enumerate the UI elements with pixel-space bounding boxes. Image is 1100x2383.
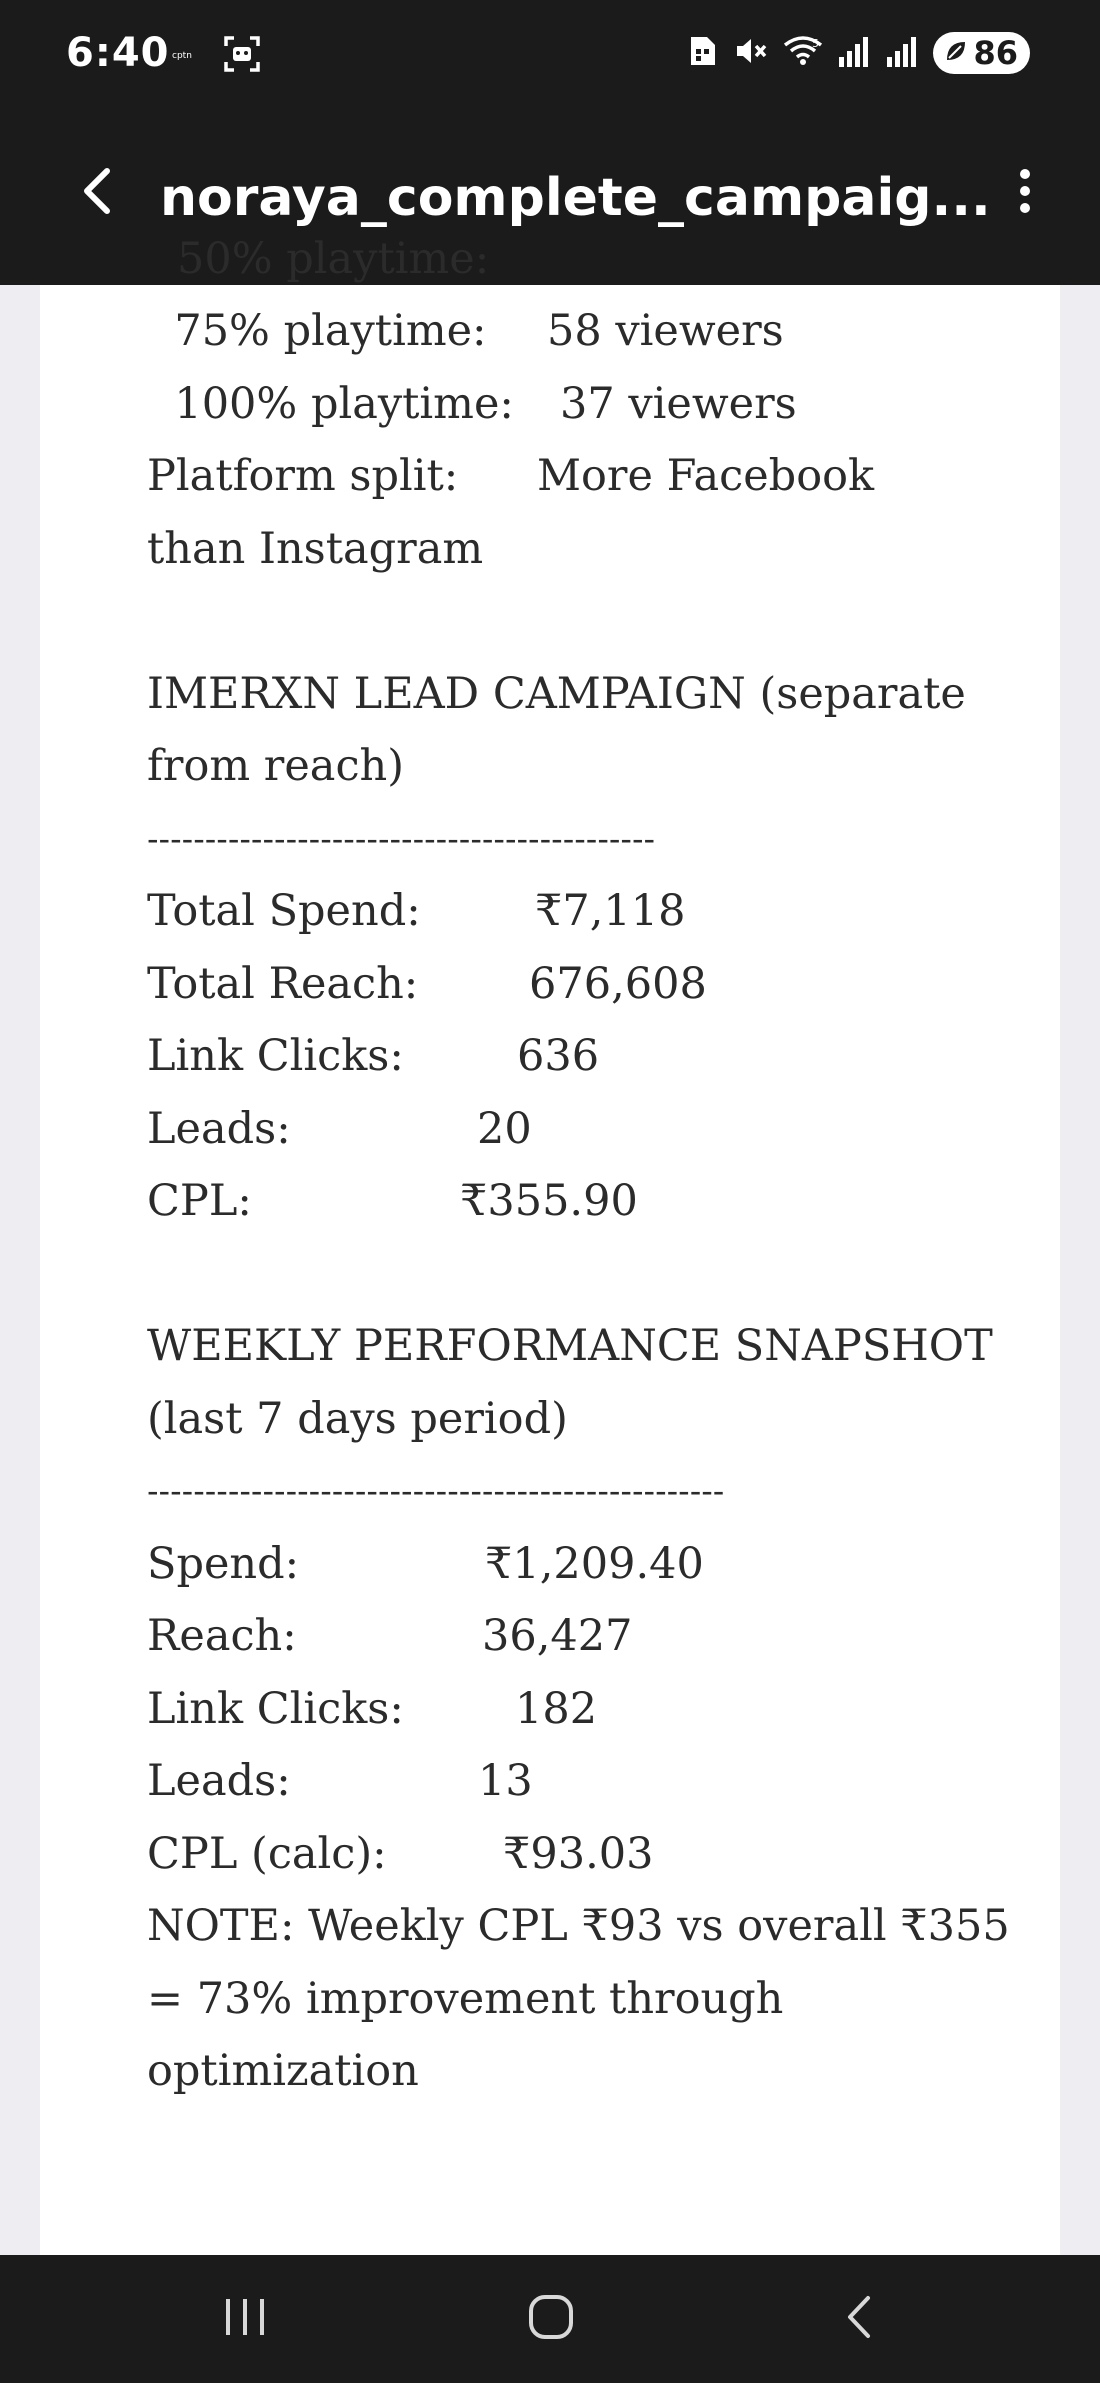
metric-row: [147, 1528, 1027, 1601]
video-stat-row: [147, 440, 1027, 513]
svg-text:5: 5: [812, 36, 820, 50]
recents-icon: [220, 2295, 270, 2344]
metric-row: [147, 1745, 1027, 1818]
metric-row: [147, 1673, 1027, 1746]
chevron-left-icon: [77, 166, 117, 221]
video-stat-row: [147, 368, 1027, 441]
battery-indicator: [933, 32, 1030, 74]
metric-row: [147, 1093, 1027, 1166]
battery-level: 86: [973, 34, 1018, 72]
section-heading: (last 7 days period): [147, 1393, 568, 1444]
status-right-icons: [687, 32, 1030, 74]
metric-value: 36,427: [482, 1611, 633, 1661]
app-bar: [0, 110, 1100, 285]
metric-row: [147, 1165, 1027, 1238]
metric-value: 182: [515, 1683, 598, 1734]
section-divider: --------------------------------------------------: [147, 1472, 725, 1510]
metric-row: [147, 1020, 1027, 1093]
section-heading: from reach): [147, 741, 404, 791]
battery-saver-icon: [943, 34, 969, 72]
metric-value: 636: [517, 1031, 600, 1081]
metric-row: [147, 948, 1027, 1021]
stat-value: More Facebook: [537, 451, 875, 501]
svg-text:cptn: cptn: [172, 51, 192, 61]
metric-label: CPL:: [147, 1176, 252, 1226]
navigation-bar: [0, 2255, 1100, 2383]
home-button[interactable]: [506, 2279, 596, 2359]
section-heading: IMERXN LEAD CAMPAIGN (separate: [147, 668, 966, 719]
section-divider: --------------------------------------------: [147, 819, 656, 858]
metric-value: ₹7,118: [535, 886, 686, 936]
recents-button[interactable]: [200, 2279, 290, 2359]
stat-label: 100% playtime:: [147, 378, 514, 429]
note-line: optimization: [147, 2046, 419, 2096]
metric-label: Leads:: [147, 1103, 291, 1154]
nav-back-button[interactable]: [815, 2279, 905, 2359]
back-icon: [840, 2292, 880, 2347]
metric-value: 20: [477, 1103, 532, 1154]
metric-label: Link Clicks:: [147, 1031, 404, 1081]
metric-row: [147, 1600, 1027, 1673]
mute-icon: [733, 33, 769, 74]
metric-label: Leads:: [147, 1756, 291, 1806]
metric-label: Total Reach:: [147, 958, 419, 1009]
metric-value: 676,608: [529, 958, 707, 1009]
document-content: [147, 234, 1027, 2108]
document-title: noraya_complete_campaig...: [160, 168, 991, 228]
video-stat-row: [147, 295, 1027, 368]
signal-icon: [837, 33, 871, 74]
note-line: NOTE: Weekly CPL ₹93 vs overall ₹355: [147, 1901, 1010, 1951]
back-button[interactable]: [62, 158, 132, 228]
home-icon: [526, 2292, 576, 2347]
metric-value: ₹1,209.40: [485, 1538, 704, 1589]
signal-icon: [885, 33, 919, 74]
screenshot-icon: [222, 34, 262, 79]
stat-value: 37 viewers: [560, 378, 797, 429]
stat-label: Platform split:: [147, 451, 459, 501]
status-left-icons: [170, 34, 262, 79]
note-line: = 73% improvement through: [147, 1973, 784, 2024]
more-options-button[interactable]: [990, 158, 1060, 228]
metric-row: [147, 875, 1027, 948]
metric-label: Spend:: [147, 1538, 300, 1589]
document-page[interactable]: [40, 234, 1060, 2255]
more-vert-icon: [1018, 166, 1032, 221]
metric-label: Total Spend:: [147, 886, 421, 936]
metric-value: ₹93.03: [503, 1828, 654, 1879]
sim-icon: [687, 33, 719, 74]
metric-row: [147, 1818, 1027, 1891]
cutoff-line: 50% playtime:: [177, 234, 490, 284]
captions-icon: [170, 44, 200, 69]
metric-value: ₹355.90: [460, 1176, 638, 1226]
metric-label: Reach:: [147, 1611, 297, 1661]
wifi-icon: [783, 33, 823, 74]
status-time: 6:40: [66, 30, 170, 76]
section-heading: WEEKLY PERFORMANCE SNAPSHOT: [147, 1321, 993, 1371]
text-line: than Instagram: [147, 523, 484, 574]
stat-label: 75% playtime:: [147, 306, 487, 356]
metric-label: Link Clicks:: [147, 1683, 404, 1734]
metric-value: 13: [478, 1756, 533, 1806]
status-bar: [0, 0, 1100, 110]
stat-value: 58 viewers: [547, 306, 784, 356]
metric-label: CPL (calc):: [147, 1828, 387, 1879]
